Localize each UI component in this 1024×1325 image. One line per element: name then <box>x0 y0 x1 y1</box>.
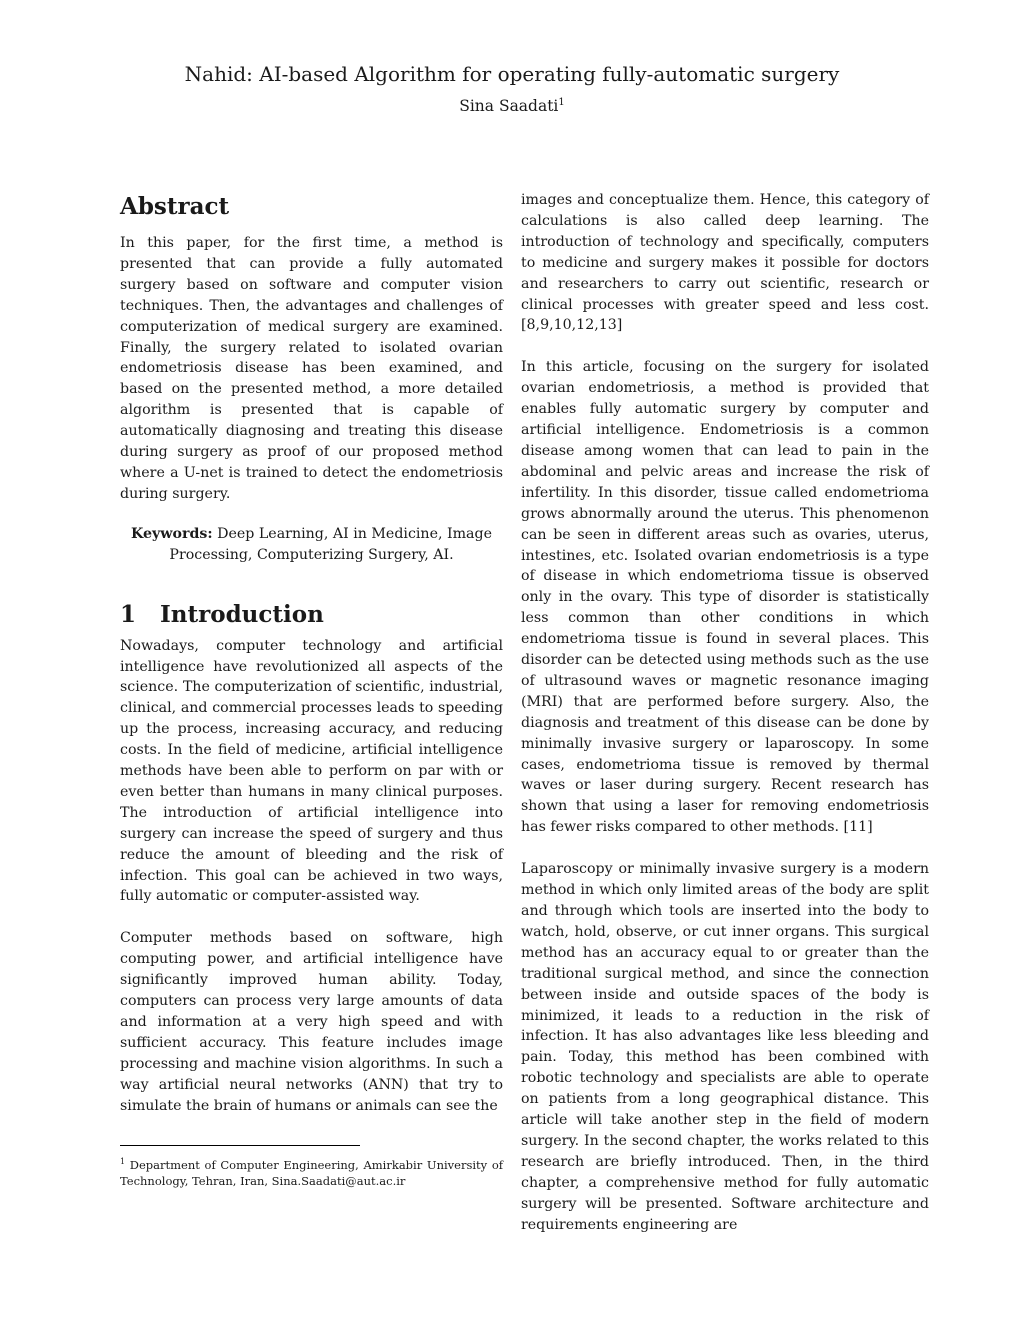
section-title: Introduction <box>160 600 324 628</box>
right-paragraph-3: Laparoscopy or minimally invasive surgery is a modern method in which only limited areas of the body are split and through which tools are inserted into the body to watch, hold, observe, or cut inner organs. This surgical method has an accuracy equal to or greater than the traditional surgical method, and since the connection between inside and outside spaces of the body is minimized, it leads to a reduction in the risk of infection. It has also advantages like less bleeding and pain. Today, this method has been combined with robotic technology and specialists are able to operate on patients from a long geographical distance. This article will take another step in the field of modern surgery. In the second chapter, the works related to this research are briefly introduced. Then, in the third chapter, a comprehensive method for fully automatic surgery will be presented. Software architecture and requirements engineering are <box>521 861 929 1233</box>
intro-paragraph-1: Nowadays, computer technology and artificial intelligence have revolutionized all aspects of the science. The computerization of scientific, industrial, clinical, and commercial processes leads to speeding up the process, increasing accuracy, and reducing costs. In the field of medicine, artificial intelligence methods have been able to perform on par with or even better than humans in many clinical purposes. The introduction of artificial intelligence into surgery can increase the speed of surgery and thus reduce the amount of bleeding and the risk of infection. This goal can be achieved in two ways, fully automatic or computer-assisted way. <box>120 637 503 905</box>
author-name-text: Sina Saadati <box>459 97 559 116</box>
right-paragraph-2: In this article, focusing on the surgery for isolated ovarian endometriosis, a method is provided that enables fully automatic surgery by computer and artificial intelligence. Endometriosis is a common disease among women that can lead to pain in the abdominal and pelvic areas and increase the risk of infertility. In this disorder, tissue called endometrioma grows abnormally around the uterus. This phenomenon can be seen in different areas such as ovaries, uterus, intestines, etc. Isolated ovarian endometriosis is a type of disease in which endometrioma tissue is observed only in the ovary. This type of disorder is statistically less common than other conditions in which endometrioma tissue is found in several places. This disorder can be detected using methods such as the use of ultrasound waves or magnetic resonance imaging (MRI) that are performed before surgery. Also, the diagnosis and treatment of this disease can be done by minimally invasive surgery or laparoscopy. In some cases, endometrioma tissue is removed by thermal waves or laser during surgery. Recent research has shown that using a laser for removing endometriosis has fewer risks compared to other methods. [11] <box>521 359 929 836</box>
footnote-mark: 1 <box>120 1156 126 1166</box>
section-number: 1 <box>120 600 137 628</box>
keywords-label: Keywords: <box>131 525 213 542</box>
abstract-heading: Abstract <box>120 193 230 220</box>
left-column <box>120 190 503 1190</box>
footnote <box>120 1153 503 1191</box>
abstract-text: In this paper, for the first time, a method is presented that can provide a fully automated surgery based on software and computer vision techniques. Then, the advantages and challenges of computerization of medical surgery are examined. Finally, the surgery related to isolated ovarian endometriosis disease has been examined, and based on the presented method, a more detailed algorithm is presented that is capable of automatically diagnosing and treating this disease during surgery as proof of our proposed method where a U-net is trained to detect the endometriosis during surgery. <box>120 235 503 502</box>
paper-title: Nahid: AI-based Algorithm for operating fully-automatic surgery <box>184 62 840 86</box>
footnote-text: Department of Computer Engineering, Amirkabir University of Technology, Tehran, Iran, Sina.Saadati@aut.ac.ir <box>120 1157 503 1189</box>
introduction-heading <box>120 600 503 630</box>
right-paragraph-1: images and conceptualize them. Hence, this category of calculations is also called deep learning. The introduction of technology and specifically, computers to medicine and surgery makes it possible for doctors and researchers to carry out scientific, research or clinical processes with greater speed and less cost.[8,9,10,12,13] <box>521 192 929 334</box>
keywords-text: Deep Learning, AI in Medicine, Image Processing, Computerizing Surgery, AI. <box>169 525 492 563</box>
intro-paragraph-2: Computer methods based on software, high computing power, and artificial intelligence have significantly improved human ability. Today, computers can process very large amounts of data and information at a very high speed and with sufficient accuracy. This feature includes image processing and machine vision algorithms. In such a way artificial neural networks (ANN) that try to simulate the brain of humans or animals can see the <box>120 930 503 1114</box>
keywords <box>120 524 503 566</box>
right-column <box>521 190 929 1236</box>
author-footnote-mark: 1 <box>558 97 565 108</box>
author-name <box>0 91 1024 118</box>
